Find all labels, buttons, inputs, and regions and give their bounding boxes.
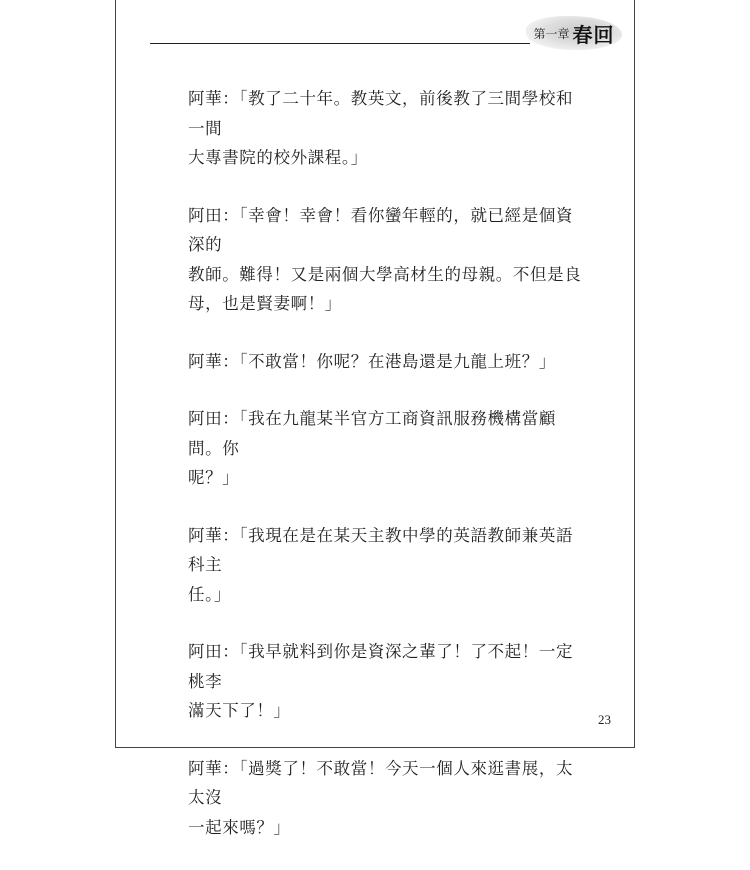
paragraph	[188, 404, 588, 493]
text-line: 大專書院的校外課程。」	[188, 148, 368, 167]
paragraph	[188, 754, 588, 843]
text-line: 教師。難得！又是兩個大學高材生的母親。不但是良	[188, 264, 582, 284]
text-line: 呢？」	[188, 468, 240, 487]
text-line: 阿田：「幸會！幸會！看你蠻年輕的，就已經是個資深的	[188, 205, 574, 254]
paragraph	[188, 521, 588, 610]
text-line: 母，也是賢妻啊！」	[188, 294, 342, 313]
chapter-label: 第一章	[533, 26, 570, 41]
chapter-heading	[526, 16, 622, 50]
body-text	[188, 84, 588, 870]
text-line: 阿華：「我現在是在某天主教中學的英語教師兼英語科主	[188, 525, 574, 574]
paragraph	[188, 637, 588, 726]
text-line: 任。」	[188, 584, 232, 604]
text-line: 阿華：「教了二十年。教英文，前後教了三間學校和一間	[188, 89, 574, 138]
text-line: 阿華：「不敢當！你呢？在港島還是九龍上班？」	[188, 351, 556, 371]
chapter-title: 春回	[572, 22, 615, 47]
page-number: 23	[598, 712, 611, 727]
paragraph	[188, 347, 588, 377]
text-line: 一起來嗎？」	[188, 817, 291, 837]
text-line: 阿田：「我早就料到你是資深之輩了！了不起！一定桃李	[188, 642, 574, 691]
text-line: 滿天下了！」	[188, 701, 291, 720]
text-line: 阿田：「我在九龍某半官方工商資訊服務機構當顧問。你	[188, 409, 556, 458]
header-rule	[150, 43, 530, 44]
text-line: 阿華：「過獎了！不敢當！今天一個人來逛書展，太太沒	[188, 758, 574, 807]
paragraph	[188, 201, 588, 319]
paragraph	[188, 84, 588, 173]
